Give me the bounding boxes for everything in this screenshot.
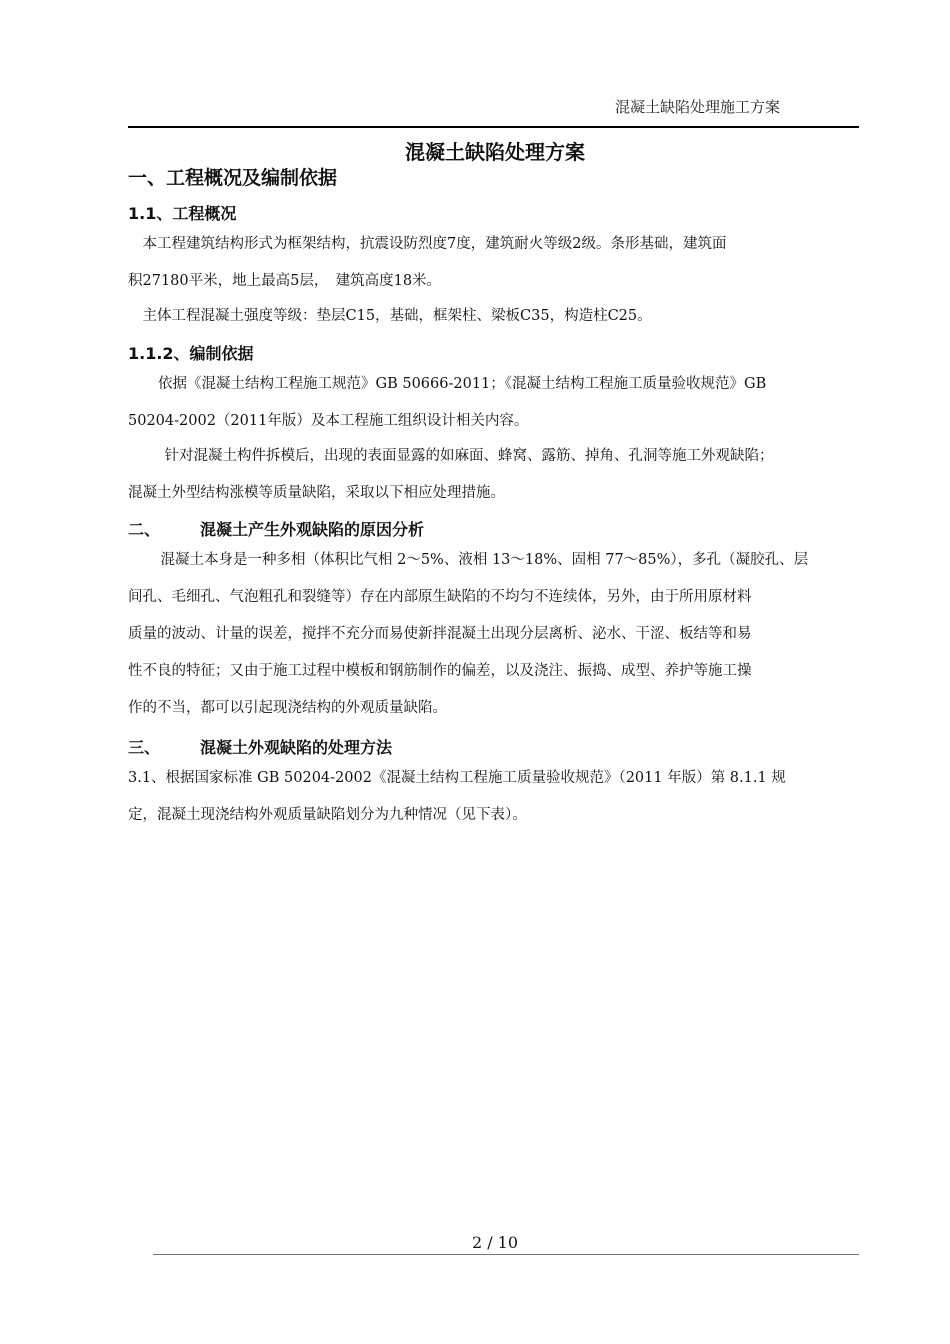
header-rule <box>128 126 859 128</box>
footer-rule <box>153 1254 859 1255</box>
section-1-heading: 一、工程概况及编制依据 <box>128 167 338 189</box>
paragraph-defect-measures <box>128 438 859 512</box>
paragraph-line: 作的不当，都可以引起现浇结构的外观质量缺陷。 <box>128 700 447 716</box>
paragraph-line: 针对混凝土构件拆模后，出现的表面显露的如麻面、蜂窝、露筋、掉角、孔洞等施工外观缺陷； <box>150 448 774 464</box>
section-3-title: 混凝土外观缺陷的处理方法 <box>200 738 393 757</box>
page-number: 2 / 10 <box>471 1233 519 1252</box>
paragraph-basis <box>128 366 859 440</box>
paragraph-project-overview <box>128 226 859 300</box>
paragraph-handling-method <box>128 760 859 834</box>
paragraph-line: 50204-2002（2011年版）及本工程施工组织设计相关内容。 <box>128 413 529 429</box>
paragraph-line: 间孔、毛细孔、气泡粗孔和裂缝等）存在内部原生缺陷的不均匀不连续体，另外，由于所用原材料 <box>128 589 752 605</box>
paragraph-line: 混凝土本身是一种多相（体积比气相 2～5%、液相 13～18%、固相 77～85%），多孔（凝胶孔、层 <box>146 552 809 568</box>
paragraph-concrete-grades <box>128 298 859 335</box>
paragraph-cause-analysis <box>128 542 859 727</box>
paragraph-line: 质量的波动、计量的误差，搅拌不充分而易使新拌混凝土出现分层离析、泌水、干涩、板结等和易 <box>128 626 752 642</box>
paragraph-line: 3.1、根据国家标准 GB 50204-2002《混凝土结构工程施工质量验收规范》（2011 年版）第 8.1.1 规 <box>128 770 786 786</box>
paragraph-line: 混凝土外型结构涨模等质量缺陷，采取以下相应处理措施。 <box>128 485 505 501</box>
paragraph-line: 性不良的特征；又由于施工过程中模板和钢筋制作的偏差，以及浇注、振捣、成型、养护等施工操 <box>128 663 752 679</box>
section-2-heading <box>128 517 424 540</box>
subsection-1-1-heading: 1.1、工程概况 <box>128 204 237 223</box>
subsection-1-1-2-heading: 1.1.2、编制依据 <box>128 344 254 363</box>
section-2-title: 混凝土产生外观缺陷的原因分析 <box>200 520 425 539</box>
paragraph-line: 本工程建筑结构形式为框架结构，抗震设防烈度7度，建筑耐火等级2级。条形基础，建筑面 <box>128 236 727 252</box>
section-2-number: 二、 <box>128 520 161 539</box>
section-3-heading <box>128 735 392 758</box>
section-3-number: 三、 <box>128 738 161 757</box>
page-header-title: 混凝土缺陷处理施工方案 <box>614 98 780 116</box>
paragraph-line: 定，混凝土现浇结构外观质量缺陷划分为九种情况（见下表）。 <box>128 807 527 823</box>
paragraph-line: 主体工程混凝土强度等级：垫层C15，基础，框架柱、梁板C35，构造柱C25。 <box>128 308 652 324</box>
paragraph-line: 依据《混凝土结构工程施工规范》GB 50666-2011；《混凝土结构工程施工质量验收规范》GB <box>158 376 767 392</box>
paragraph-line: 积27180平米，地上最高5层， 建筑高度18米。 <box>128 273 442 289</box>
document-title: 混凝土缺陷处理方案 <box>405 140 585 164</box>
